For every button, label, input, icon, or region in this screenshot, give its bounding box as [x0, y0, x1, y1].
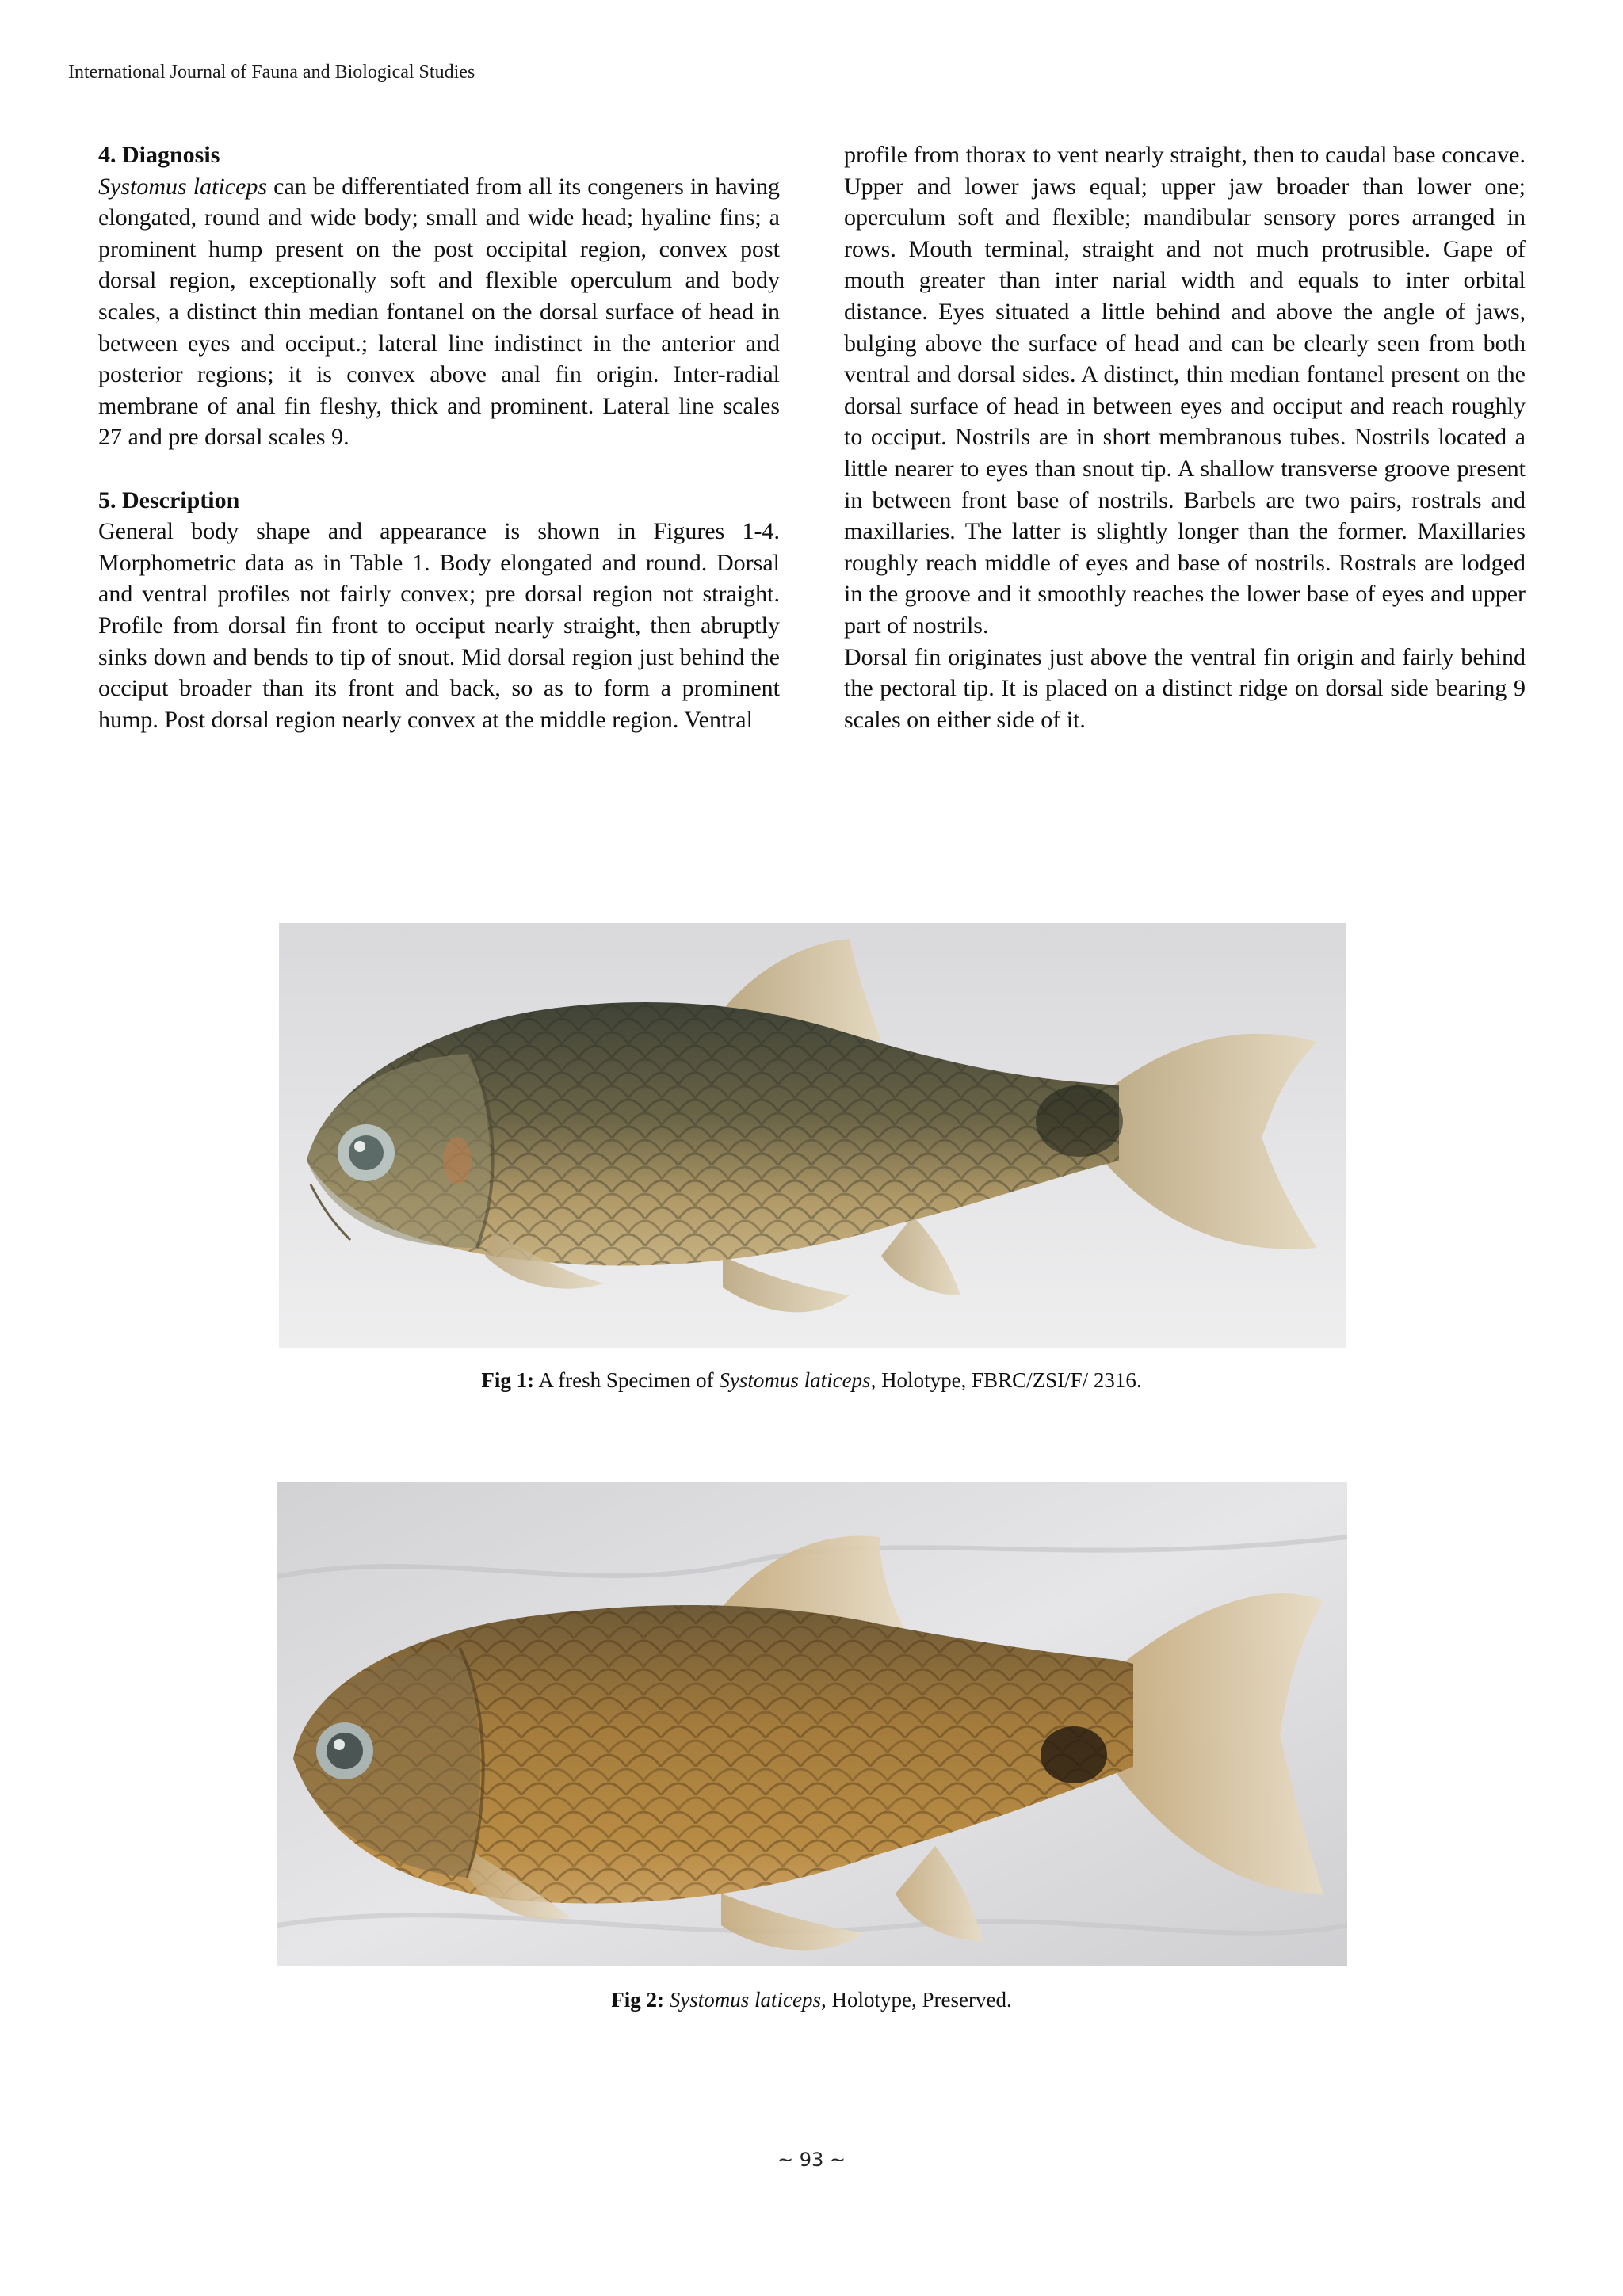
figure-2-label: Fig 2: [611, 1988, 665, 2012]
figure-1-caption-pre: A fresh Specimen of [534, 1368, 720, 1392]
running-header: International Journal of Fauna and Biological Studies [68, 62, 475, 82]
figure-1-caption-post: , Holotype, FBRC/ZSI/F/ 2316. [870, 1368, 1142, 1392]
species-name: Systomus laticeps [98, 173, 268, 200]
figure-1-species: Systomus laticeps [719, 1368, 871, 1392]
figure-2-caption [0, 1986, 1623, 2013]
figure-2-caption-post: , Holotype, Preserved. [821, 1988, 1012, 2012]
diagnosis-heading: 4. Diagnosis [98, 142, 220, 168]
figure-2-species: Systomus laticeps [669, 1988, 822, 2012]
figure-1-caption [0, 1367, 1623, 1394]
diagnosis-paragraph [98, 171, 780, 453]
right-column [844, 139, 1526, 735]
diagnosis-text: can be differentiated from all its congeners in having elongated, round and wide body; small and wide head; hyaline fins; a prominent hump present on the post occipital region, convex post dorsal region, exceptionally soft and flexible operculum and body scales, a distinct thin median fontanel on the dorsal surface of head in between eyes and occiput.; lateral line indistinct in the anterior and posterior regions; it is convex above anal fin origin. Inter-radial membrane of anal fin fleshy, thick and prominent. Lateral line scales 27 and pre dorsal scales 9. [98, 173, 780, 451]
page-number: ~ 93 ~ [777, 2149, 846, 2171]
figure-1-photo [279, 923, 1346, 1348]
figure-1-label: Fig 1: [481, 1368, 535, 1392]
figure-2-caption-pre [664, 1988, 670, 2012]
dorsal-fin-paragraph: Dorsal fin originates just above the ventral fin origin and fairly behind the pectoral tip. It is placed on a distinct ridge on dorsal side bearing 9 scales on either side of it. [844, 643, 1526, 733]
left-column [98, 139, 780, 735]
description-paragraph: General body shape and appearance is shown in Figures 1-4. Morphometric data as in Table 1. Body elongated and round. Dorsal and ventral profiles not fairly convex; pre dorsal region not straight. Profile from dorsal fin front to occiput nearly straight, then abruptly sinks down and bends to tip of snout. Mid dorsal region just behind the occiput broader than its front and back, so as to form a prominent hump. Post dorsal region nearly convex at the middle region. Ventral [98, 518, 780, 733]
description-heading: 5. Description [98, 486, 240, 513]
description-continued-paragraph: profile from thorax to vent nearly straight, then to caudal base concave. Upper and lower jaws equal; upper jaw broader than lower one; operculum soft and flexible; mandibular sensory pores arranged in rows. Mouth terminal, straight and not much protrusible. Gape of mouth greater than inter narial width and equals to inter orbital distance. Eyes situated a little behind and above the angle of jaws, bulging above the surface of head and can be clearly seen from both ventral and dorsal sides. A distinct, thin median fontanel present on the dorsal surface of head in between eyes and occiput and reach roughly to occiput. Nostrils are in short membranous tubes. Nostrils located a little nearer to eyes than snout tip. A shallow transverse groove present in between front base of nostrils. Barbels are two pairs, rostrals and maxillaries. The latter is slightly longer than the former. Maxillaries roughly reach middle of eyes and base of nostrils. Rostrals are lodged in the groove and it smoothly reaches the lower base of eyes and upper part of nostrils. [844, 142, 1526, 639]
figure-2-photo [277, 1482, 1347, 1966]
